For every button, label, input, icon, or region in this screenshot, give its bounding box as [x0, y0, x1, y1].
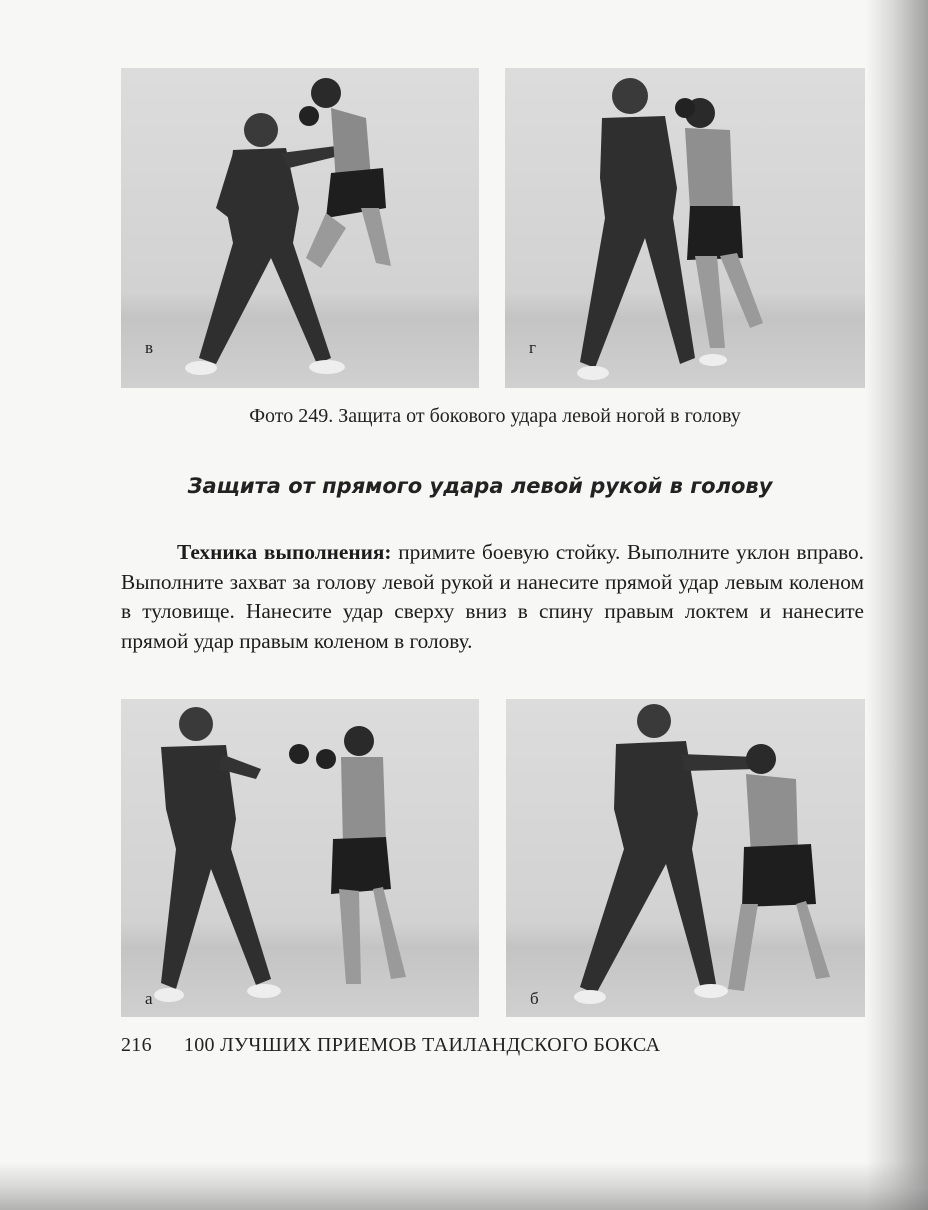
photo-v	[121, 68, 479, 388]
photo-b-figures	[506, 699, 865, 1017]
photo-v-figures	[121, 68, 479, 388]
photo-caption: Фото 249. Защита от бокового удара левой ногой в голову	[249, 405, 741, 427]
photo-g-figures	[505, 68, 865, 388]
photo-letter: в	[145, 338, 154, 357]
book-title: 100 ЛУЧШИХ ПРИЕМОВ ТАИЛАНДСКОГО БОКСА	[183, 1034, 661, 1056]
photo-g	[505, 68, 865, 388]
photo-a	[121, 699, 479, 1017]
photo-a-figures	[121, 699, 479, 1017]
page-edge-shadow	[866, 0, 928, 1210]
photo-letter: г	[529, 338, 536, 357]
page-number: 216	[121, 1034, 152, 1056]
body-lead: Техника выполнения:	[177, 540, 392, 564]
photo-letter: б	[530, 989, 539, 1008]
section-heading: Защита от прямого удара левой рукой в голову	[187, 474, 773, 498]
body-text: примите боевую стойку. Выполните уклон вправо. Выполните захват за голову левой рукой и нанесите прямой удар левым коленом в туловище. Нанесите удар сверху вниз в спину правым локтем и нанесите прямой удар правым коленом в голову.	[121, 540, 864, 653]
photo-letter: а	[145, 989, 153, 1008]
body-paragraph	[121, 538, 864, 656]
page-footer	[121, 1034, 660, 1057]
photo-b	[506, 699, 865, 1017]
page-bottom-shadow	[0, 1162, 928, 1210]
